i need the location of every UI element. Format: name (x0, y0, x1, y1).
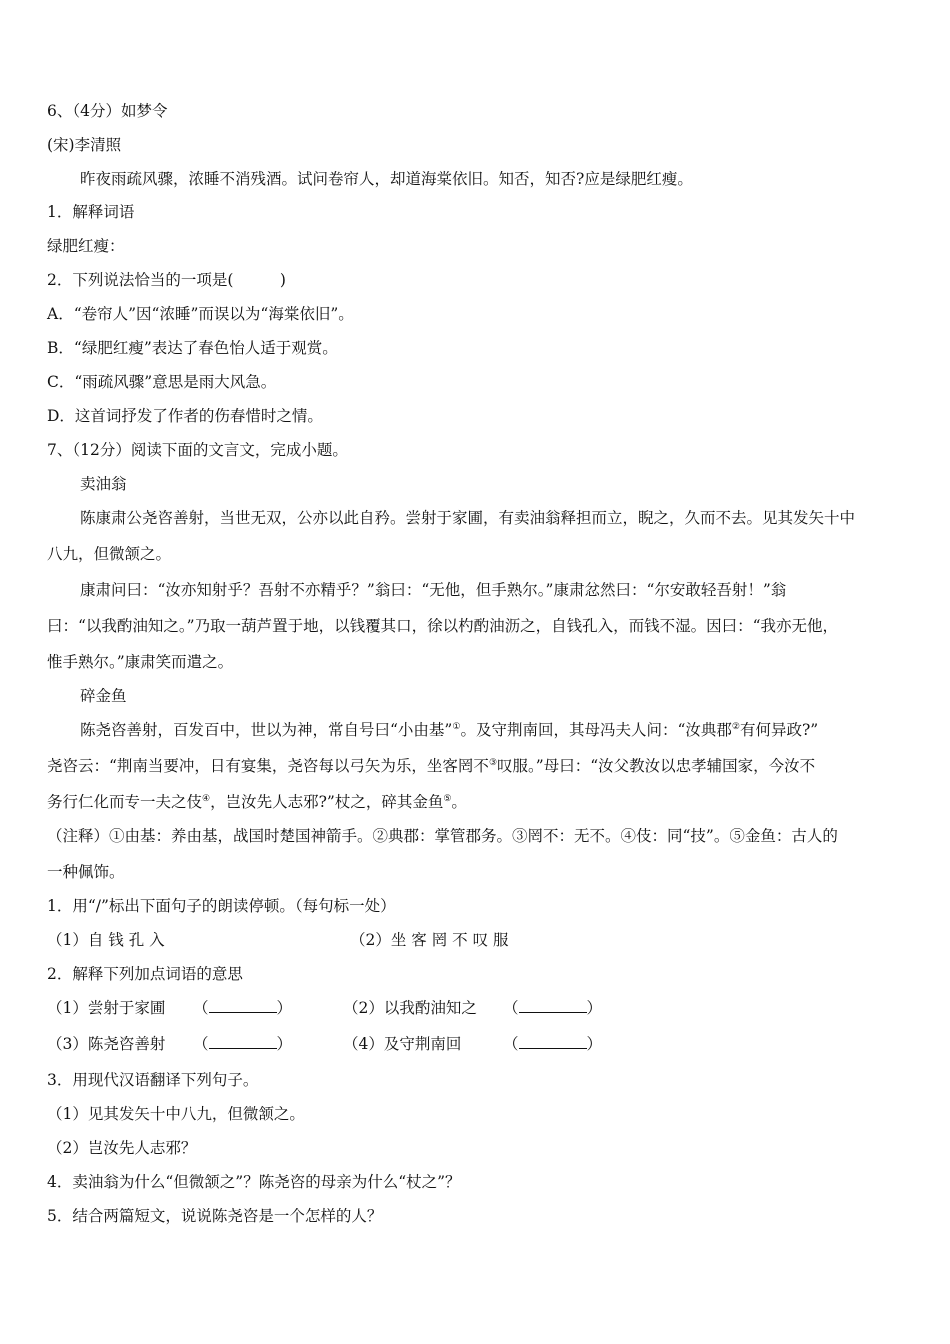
define-label: （4）及守荆南回 (343, 1035, 462, 1053)
passage2-line (47, 755, 815, 777)
text: 有何异政?” (739, 721, 819, 739)
paren: ） (586, 999, 603, 1017)
text: 。及守荆南回，其母冯夫人问：“汝典郡 (460, 721, 732, 739)
define-item (343, 1033, 461, 1055)
define-label: （1）尝射于家圃 (47, 999, 166, 1017)
sub-question-1: 1．用“/”标出下面句子的朗读停顿。（每句标一处） (47, 897, 396, 915)
sub-question-4: 4．卖油翁为什么“但微颔之”？陈尧咨的母亲为什么“杖之”？ (47, 1173, 461, 1191)
passage2-title: 碎金鱼 (80, 687, 127, 705)
notes-line: 一种佩饰。 (47, 863, 125, 881)
sub-question-1-b: （2）坐 客 罔 不 叹 服 (350, 931, 509, 949)
answer-blank[interactable] (503, 997, 602, 1019)
passage2-line (80, 719, 818, 741)
define-item (47, 1033, 165, 1055)
paren: （ (193, 999, 209, 1017)
define-label: （2）以我酌油知之 (343, 999, 477, 1017)
footnote-mark: ① (452, 721, 461, 732)
blank-line (519, 998, 587, 1013)
answer-blank[interactable] (193, 1033, 292, 1055)
text: 叹服。”母曰：“汝父教汝以忠孝辅国家，今汝不 (497, 757, 816, 775)
sub-question-3-b: （2）岂汝先人志邪？ (47, 1139, 197, 1157)
sub-question-1-a: （1）自 钱 孔 入 (47, 931, 165, 949)
q6-sub2: 2．下列说法恰当的一项是( ) (47, 271, 286, 289)
define-item (343, 997, 477, 1019)
q6-option-b: B．“绿肥红瘦”表达了春色怡人适于观赏。 (47, 339, 338, 357)
blank-line (209, 1034, 277, 1049)
q6-sub1-term: 绿肥红瘦： (47, 237, 125, 255)
footnote-mark: ③ (488, 757, 498, 768)
notes-line: （注释）①由基：养由基，战国时楚国神箭手。②典郡：掌管郡务。③罔不：无不。④伎：同“技”。⑤金鱼：古人的 (47, 827, 838, 845)
sub-question-3: 3．用现代汉语翻译下列句子。 (47, 1071, 259, 1089)
blank-line (209, 998, 277, 1013)
passage1-line: 惟手熟尔。”康肃笑而遣之。 (47, 653, 234, 671)
paren: （ (503, 1035, 519, 1053)
sub-question-5: 5．结合两篇短文，说说陈尧咨是一个怎样的人？ (47, 1207, 383, 1225)
sub-question-3-a: （1）见其发矢十中八九，但微颔之。 (47, 1105, 305, 1123)
text: 陈尧咨善射，百发百中，世以为神，常自号曰“小由基” (80, 721, 453, 739)
passage1-line: 康肃问曰：“汝亦知射乎？吾射不亦精乎？”翁曰：“无他，但手熟尔。”康肃忿然曰：“尔安敢轻吾射！”翁 (80, 581, 787, 599)
footnote-mark: ⑤ (443, 793, 452, 804)
define-label: （3）陈尧咨善射 (47, 1035, 166, 1053)
q6-option-a: A．“卷帘人”因“浓睡”而误以为“海棠依旧”。 (47, 305, 354, 323)
q6-author: (宋)李清照 (47, 136, 122, 154)
answer-blank[interactable] (503, 1033, 602, 1055)
q6-poem: 昨夜雨疏风骤，浓睡不消残酒。试问卷帘人，却道海棠依旧。知否，知否?应是绿肥红瘦。 (80, 170, 693, 188)
q6-sub1: 1．解释词语 (47, 203, 135, 221)
paren: ） (276, 1035, 293, 1053)
q6-option-d: D．这首词抒发了作者的伤春惜时之情。 (47, 407, 323, 425)
paren: ） (276, 999, 293, 1017)
passage1-line: 陈康肃公尧咨善射，当世无双，公亦以此自矜。尝射于家圃，有卖油翁释担而立，睨之，久而不去。见其发矢十中 (80, 509, 856, 527)
paren: （ (503, 999, 519, 1017)
passage2-line (47, 791, 467, 813)
text: ，岂汝先人志邪?”杖之，碎其金鱼 (210, 793, 444, 811)
paren: （ (193, 1035, 209, 1053)
text: 务行仁化而专一夫之伎 (47, 793, 203, 811)
answer-blank[interactable] (193, 997, 292, 1019)
passage1-title: 卖油翁 (80, 475, 127, 493)
define-item (47, 997, 165, 1019)
paren: ） (586, 1035, 603, 1053)
passage1-line: 曰：“以我酌油知之。”乃取一葫芦置于地，以钱覆其口，徐以杓酌油沥之，自钱孔入，而钱不湿。因曰：“我亦无他， (47, 617, 839, 635)
q6-option-c: C．“雨疏风骤”意思是雨大风急。 (47, 373, 277, 391)
text: 。 (451, 793, 467, 811)
passage1-line: 八九，但微颔之。 (47, 545, 172, 563)
footnote-mark: ② (731, 721, 740, 732)
q6-heading: 6、（4分）如梦令 (47, 102, 168, 120)
sub-question-2: 2．解释下列加点词语的意思 (47, 965, 243, 983)
text: 尧咨云：“荆南当要冲，日有宴集，尧咨每以弓矢为乐，坐客罔不 (47, 757, 489, 775)
q7-heading: 7、（12分）阅读下面的文言文，完成小题。 (47, 441, 348, 459)
blank-line (519, 1034, 587, 1049)
footnote-mark: ④ (202, 793, 211, 804)
